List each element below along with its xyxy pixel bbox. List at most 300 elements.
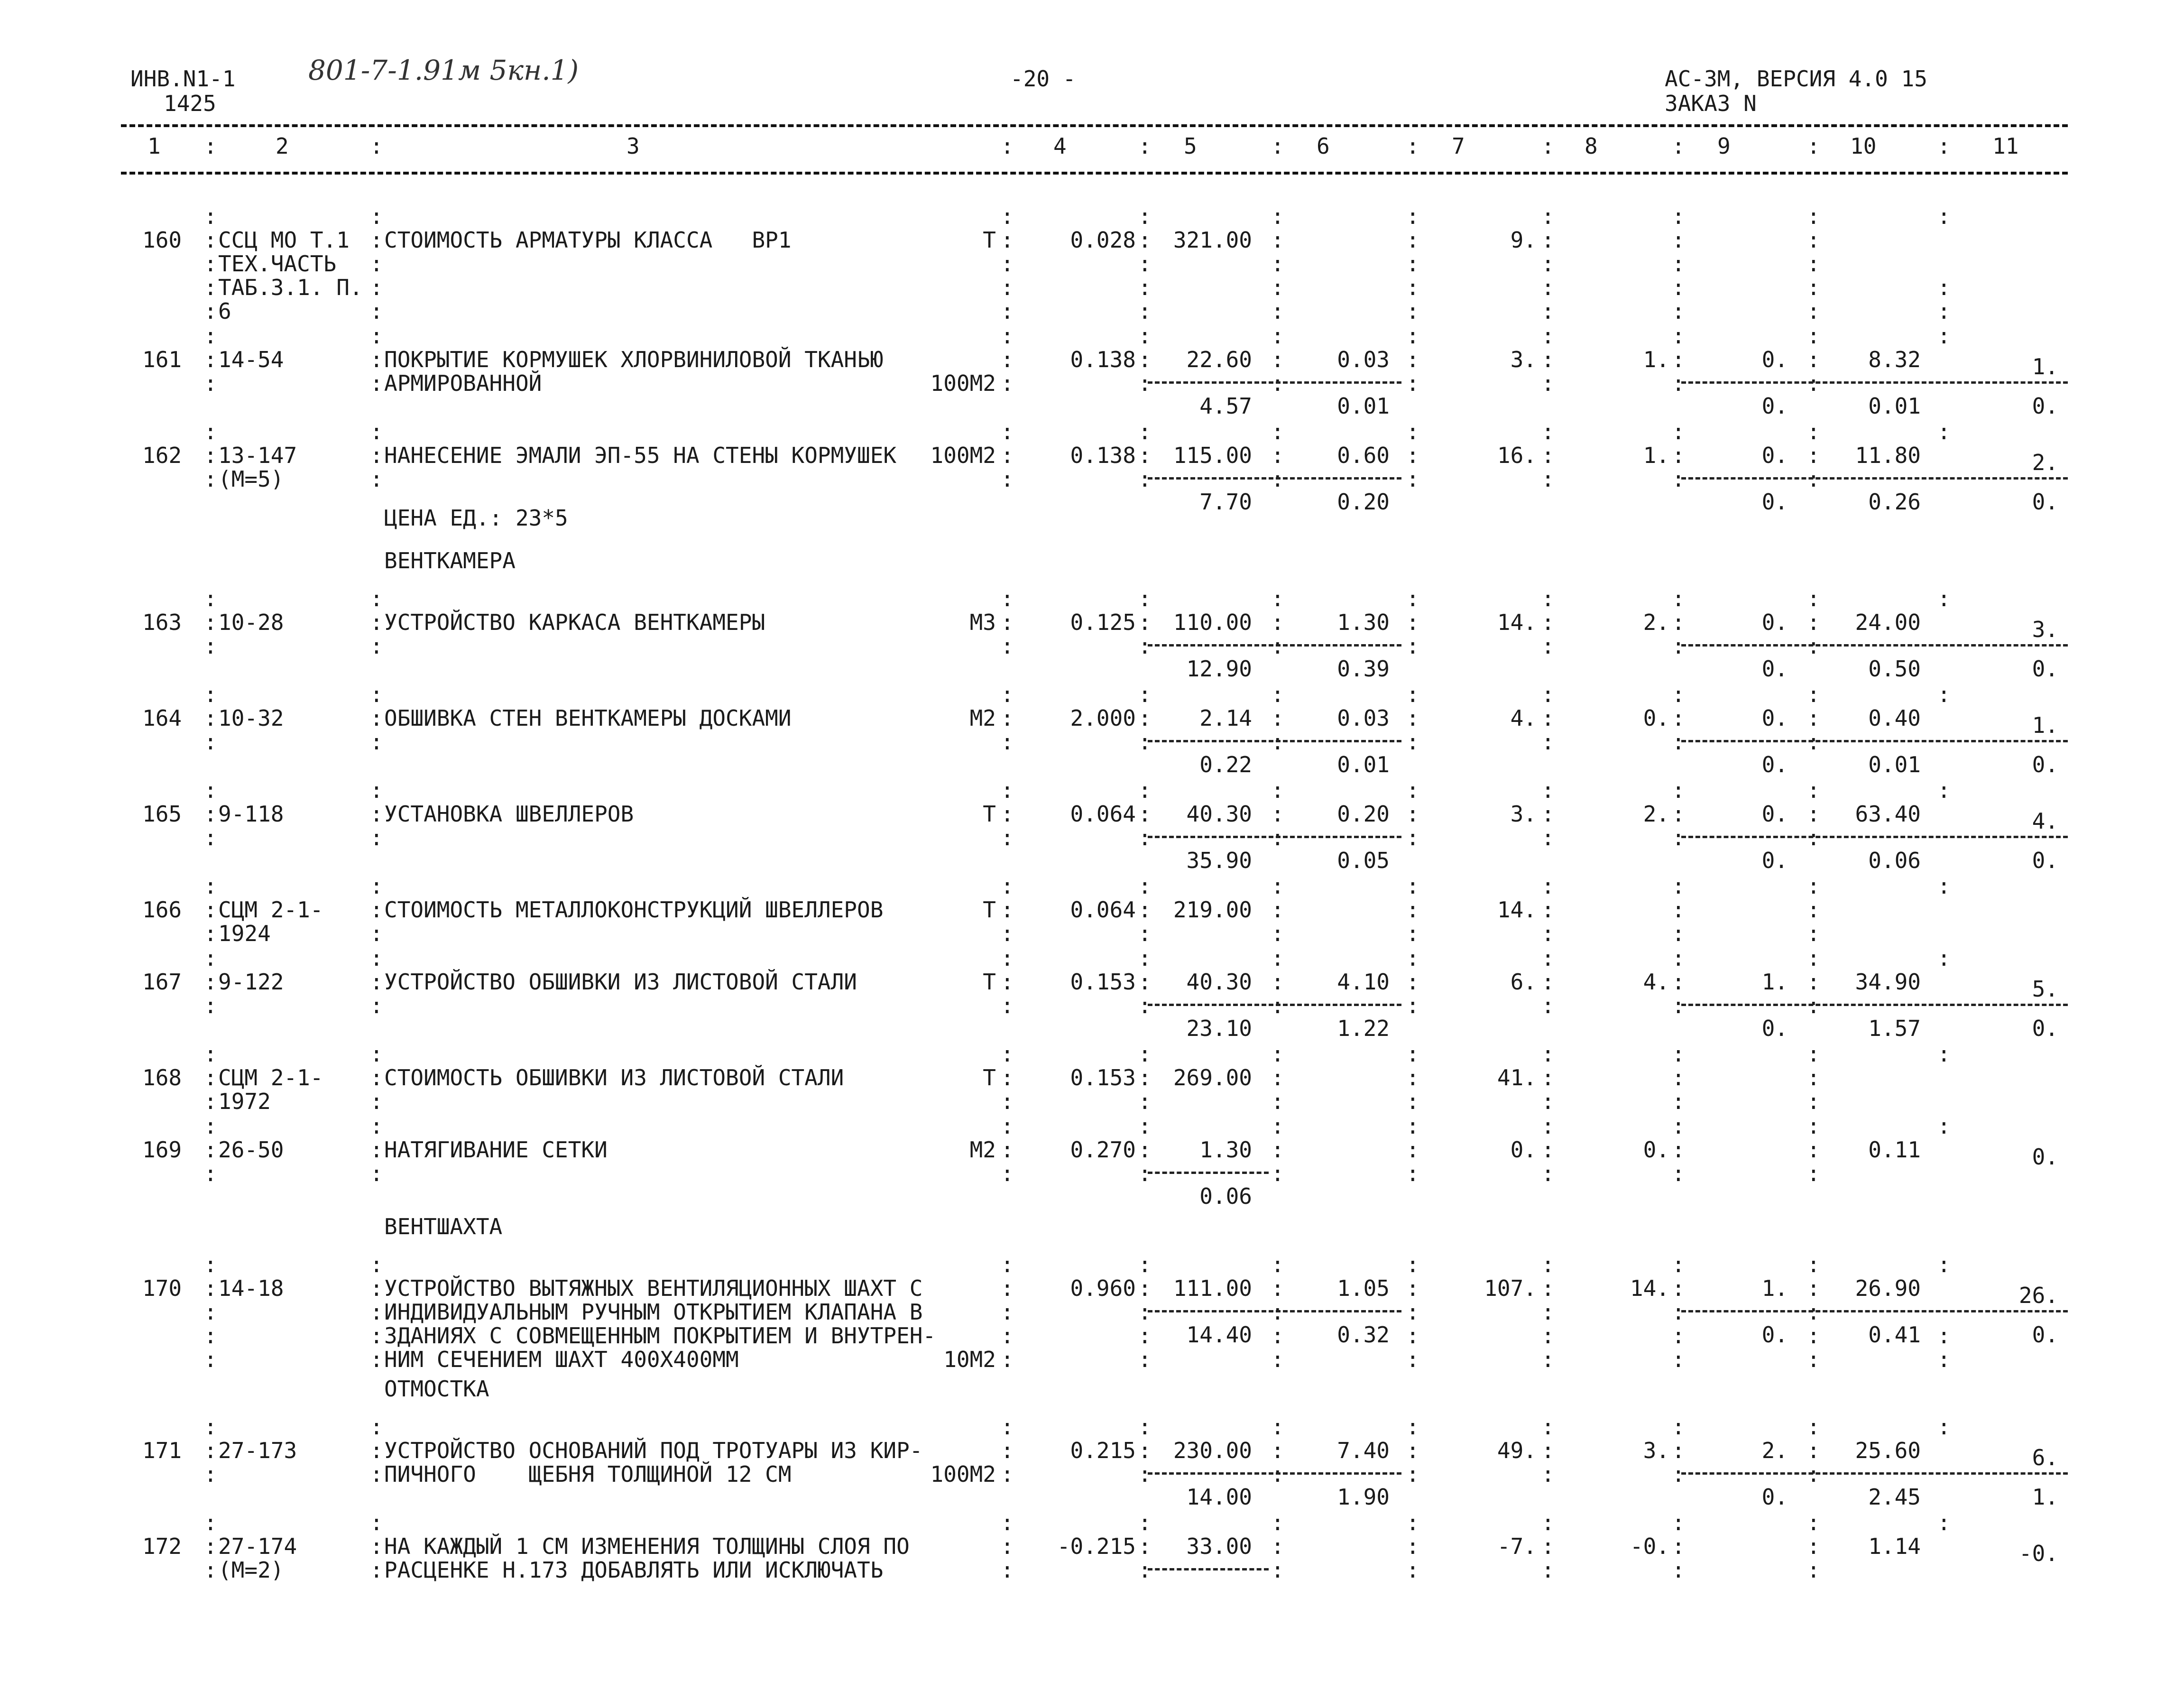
- column-separator: :: [1138, 1533, 1152, 1559]
- c6-value: 0.03: [1337, 705, 1390, 731]
- col7-value: 9.: [1510, 227, 1537, 253]
- col8-value: 2.: [1643, 610, 1669, 635]
- column-separator: :: [370, 1347, 383, 1372]
- c6-subvalue: 0.01: [1337, 393, 1390, 419]
- column-separator: :: [1138, 993, 1152, 1018]
- sub-divider: [1148, 836, 1401, 838]
- column-separator: :: [1807, 298, 1820, 324]
- norm-code: (М=2): [218, 1557, 284, 1583]
- work-description: УСТРОЙСТВО ОБШИВКИ ИЗ ЛИСТОВОЙ СТАЛИ: [384, 969, 857, 995]
- column-separator: :: [1271, 586, 1284, 611]
- column-separator: :: [204, 1275, 217, 1301]
- c9-value: 0.: [1761, 801, 1788, 827]
- work-description: НАНЕСЕНИЕ ЭМАЛИ ЭП-55 НА СТЕНЫ КОРМУШЕК: [384, 443, 897, 468]
- column-separator: :: [1406, 227, 1419, 253]
- sub-divider: [1148, 1310, 1401, 1312]
- column-separator: :: [1406, 1065, 1419, 1090]
- sub-divider: [1148, 1004, 1401, 1006]
- column-separator: :: [1807, 825, 1820, 850]
- row-number: 163: [142, 610, 182, 635]
- column-separator: :: [1541, 1557, 1555, 1583]
- column-separator: :: [204, 1065, 217, 1090]
- quantity: 0.960: [1070, 1275, 1136, 1301]
- work-description: АРМИРОВАННОЙ: [384, 370, 542, 396]
- col7-value: 3.: [1510, 347, 1537, 372]
- column-separator: :: [1138, 323, 1152, 349]
- column-separator: :: [1138, 682, 1152, 707]
- column-separator: :: [1001, 1137, 1014, 1163]
- column-separator: :: [1138, 1347, 1152, 1372]
- column-separator: :: [370, 1510, 383, 1535]
- column-separator: :: [1138, 633, 1152, 659]
- col8-value: 3.: [1643, 1438, 1669, 1463]
- norm-code: 27-173: [218, 1438, 297, 1463]
- column-separator: :: [1672, 873, 1685, 899]
- column-separator: :: [370, 419, 383, 444]
- column-separator: :: [1807, 347, 1820, 372]
- column-separator: :: [370, 1299, 383, 1325]
- column-separator: :: [1001, 1414, 1014, 1440]
- c11-subvalue: 0.: [2032, 489, 2058, 515]
- column-separator: :: [1406, 586, 1419, 611]
- work-description: ИНДИВИДУАЛЬНЫМ РУЧНЫМ ОТКРЫТИЕМ КЛАПАНА В: [384, 1299, 923, 1325]
- norm-code: 9-118: [218, 801, 284, 827]
- column-separator: :: [1001, 921, 1014, 946]
- c6-value: 0.20: [1337, 801, 1390, 827]
- quantity: 0.064: [1070, 801, 1136, 827]
- work-description: СТОИМОСТЬ ОБШИВКИ ИЗ ЛИСТОВОЙ СТАЛИ: [384, 1065, 844, 1090]
- column-separator: :: [1271, 1161, 1284, 1186]
- column-separator: :: [1406, 682, 1419, 707]
- column-separator: :: [370, 682, 383, 707]
- norm-code: 26-50: [218, 1137, 284, 1163]
- column-separator: :: [1406, 298, 1419, 324]
- column-separator: :: [370, 586, 383, 611]
- norm-code: 6: [218, 298, 231, 324]
- column-separator: :: [1406, 1557, 1419, 1583]
- column-separator: :: [1672, 1161, 1685, 1186]
- column-separator: :: [1807, 969, 1820, 995]
- column-header-2: 2: [276, 133, 289, 159]
- col8-value: 4.: [1643, 969, 1669, 995]
- c10-value: 0.40: [1868, 705, 1921, 731]
- column-separator: :: [1406, 1252, 1419, 1277]
- col7-value: 14.: [1497, 897, 1537, 923]
- column-separator: :: [1807, 1347, 1820, 1372]
- column-separator: :: [1138, 1089, 1152, 1114]
- column-separator: :: [1541, 993, 1555, 1018]
- column-separator: :: [1406, 275, 1419, 300]
- column-separator: :: [1807, 705, 1820, 731]
- column-separator: :: [1271, 729, 1284, 755]
- column-separator: :: [1138, 203, 1152, 229]
- norm-code: ТАБ.3.1. П.: [218, 275, 363, 300]
- col8-value: 0.: [1643, 705, 1669, 731]
- column-separator: :: [1937, 1347, 1951, 1372]
- c11-subvalue: 0.: [2032, 1322, 2058, 1348]
- inventory-label: ИНВ.N1-1: [130, 66, 236, 92]
- column-separator: :: [1406, 443, 1419, 468]
- column-separator: :: [370, 969, 383, 995]
- column-separator: :: [1271, 1438, 1284, 1463]
- column-separator: :: [1807, 1510, 1820, 1535]
- column-separator: :: [1001, 1041, 1014, 1067]
- column-separator: :: [1001, 897, 1014, 923]
- column-separator: :: [1672, 586, 1685, 611]
- column-separator: :: [1271, 610, 1284, 635]
- header-rule-top: [121, 124, 2068, 127]
- col7-value: 14.: [1497, 610, 1537, 635]
- column-separator: :: [1406, 1438, 1419, 1463]
- column-separator: :: [1672, 1299, 1685, 1325]
- column-separator: :: [1672, 1438, 1685, 1463]
- column-separator: :: [1541, 705, 1555, 731]
- column-separator: :: [1672, 1137, 1685, 1163]
- column-separator: :: [204, 419, 217, 444]
- column-separator: :: [204, 825, 217, 850]
- column-separator: :: [1541, 633, 1555, 659]
- c9-subvalue: 0.: [1761, 1016, 1788, 1041]
- column-separator: :: [1001, 370, 1014, 396]
- column-separator: :: [1672, 993, 1685, 1018]
- c10-value: 24.00: [1855, 610, 1921, 635]
- column-separator: :: [1541, 801, 1555, 827]
- c11-value: 1.: [2032, 354, 2058, 379]
- column-separator: :: [1001, 993, 1014, 1018]
- column-separator: :: [1807, 1438, 1820, 1463]
- column-separator: :: [1138, 275, 1152, 300]
- column-separator: :: [1541, 419, 1555, 444]
- column-separator: :: [1138, 1065, 1152, 1090]
- work-description: ПОКРЫТИЕ КОРМУШЕК ХЛОРВИНИЛОВОЙ ТКАНЬЮ: [384, 347, 884, 372]
- column-separator: :: [1271, 1113, 1284, 1139]
- column-separator: :: [370, 1041, 383, 1067]
- column-separator: :: [1672, 682, 1685, 707]
- column-separator: :: [1672, 275, 1685, 300]
- norm-code: 1972: [218, 1089, 271, 1114]
- col8-value: 14.: [1630, 1275, 1669, 1301]
- column-separator: :: [1001, 729, 1014, 755]
- column-separator: :: [370, 251, 383, 277]
- column-separator: :: [204, 1137, 217, 1163]
- c9-value: 2.: [1761, 1438, 1788, 1463]
- work-description: НИМ СЕЧЕНИЕМ ШАХТ 400Х400ММ: [384, 1347, 739, 1372]
- c11-value: 0.: [2032, 1144, 2058, 1170]
- column-separator: :: [1672, 323, 1685, 349]
- column-separator: :: [1406, 945, 1419, 971]
- column-separator: :: [204, 1113, 217, 1139]
- column-separator: :: [1541, 945, 1555, 971]
- c5-subvalue: 14.00: [1186, 1484, 1252, 1510]
- column-separator: :: [1271, 705, 1284, 731]
- column-separator: :: [1541, 275, 1555, 300]
- column-separator: :: [1937, 586, 1951, 611]
- column-separator: :: [1406, 347, 1419, 372]
- column-separator: :: [1807, 1161, 1820, 1186]
- column-separator: :: [1672, 347, 1685, 372]
- norm-code: СЦМ 2-1-: [218, 897, 323, 923]
- column-separator: :: [1541, 610, 1555, 635]
- sub-divider: [1681, 1004, 2068, 1006]
- column-separator: :: [204, 1252, 217, 1277]
- column-separator: :: [1937, 133, 1951, 159]
- inventory-number: 1425: [164, 91, 216, 116]
- c6-subvalue: 0.32: [1337, 1322, 1390, 1348]
- column-separator: :: [1406, 1041, 1419, 1067]
- c5-subvalue: 7.70: [1199, 489, 1252, 515]
- column-separator: :: [1138, 1275, 1152, 1301]
- column-separator: :: [1406, 633, 1419, 659]
- column-separator: :: [1271, 1299, 1284, 1325]
- c10-subvalue: 0.01: [1868, 752, 1921, 777]
- handwritten-reference: 801-7-1.91м 5кн.1): [308, 54, 579, 86]
- c10-subvalue: 2.45: [1868, 1484, 1921, 1510]
- work-description: ПИЧНОГО ЩЕБНЯ ТОЛЩИНОЙ 12 СМ: [384, 1461, 792, 1487]
- column-separator: :: [1138, 1557, 1152, 1583]
- c11-subvalue: 0.: [2032, 393, 2058, 419]
- column-separator: :: [1271, 1323, 1284, 1348]
- column-separator: :: [1001, 1299, 1014, 1325]
- column-header-11: 11: [1992, 133, 2019, 159]
- column-separator: :: [1271, 227, 1284, 253]
- column-separator: :: [1541, 251, 1555, 277]
- column-header-10: 10: [1850, 133, 1877, 159]
- column-separator: :: [1541, 370, 1555, 396]
- column-separator: :: [1406, 1347, 1419, 1372]
- column-separator: :: [1406, 1461, 1419, 1487]
- column-separator: :: [1672, 133, 1685, 159]
- column-separator: :: [204, 1299, 217, 1325]
- column-separator: :: [1138, 705, 1152, 731]
- column-separator: :: [1937, 1414, 1951, 1440]
- c5-subvalue: 0.06: [1199, 1183, 1252, 1209]
- column-separator: :: [204, 1161, 217, 1186]
- column-separator: :: [1001, 801, 1014, 827]
- column-separator: :: [1271, 897, 1284, 923]
- column-separator: :: [1672, 729, 1685, 755]
- column-separator: :: [1541, 1510, 1555, 1535]
- sub-divider: [1681, 381, 2068, 384]
- column-separator: :: [1271, 251, 1284, 277]
- c11-subvalue: 0.: [2032, 848, 2058, 873]
- norm-code: 10-32: [218, 705, 284, 731]
- c5-value: 321.00: [1173, 227, 1252, 253]
- column-separator: :: [370, 1438, 383, 1463]
- column-separator: :: [1807, 1299, 1820, 1325]
- column-header-3: 3: [627, 133, 640, 159]
- column-separator: :: [370, 466, 383, 492]
- column-separator: :: [1001, 1438, 1014, 1463]
- column-separator: :: [1138, 1137, 1152, 1163]
- row-number: 171: [142, 1438, 182, 1463]
- column-header-1: 1: [147, 133, 161, 159]
- column-separator: :: [1541, 1461, 1555, 1487]
- c6-value: 4.10: [1337, 969, 1390, 995]
- column-separator: :: [1541, 921, 1555, 946]
- column-separator: :: [1001, 419, 1014, 444]
- c6-value: 0.03: [1337, 347, 1390, 372]
- c11-value: 5.: [2032, 976, 2058, 1002]
- column-separator: :: [370, 1275, 383, 1301]
- unit: М2: [969, 1137, 996, 1163]
- c6-subvalue: 0.20: [1337, 489, 1390, 515]
- row-number: 169: [142, 1137, 182, 1163]
- column-separator: :: [1271, 1252, 1284, 1277]
- column-separator: :: [1406, 466, 1419, 492]
- c5-subvalue: 4.57: [1199, 393, 1252, 419]
- column-separator: :: [1001, 227, 1014, 253]
- c11-value: 6.: [2032, 1445, 2058, 1470]
- c10-value: 63.40: [1855, 801, 1921, 827]
- row-number: 166: [142, 897, 182, 923]
- column-separator: :: [204, 801, 217, 827]
- column-separator: :: [370, 1161, 383, 1186]
- column-separator: :: [1541, 777, 1555, 803]
- column-separator: :: [1138, 251, 1152, 277]
- c9-value: 0.: [1761, 443, 1788, 468]
- column-separator: :: [204, 993, 217, 1018]
- column-separator: :: [1001, 275, 1014, 300]
- column-separator: :: [1406, 1323, 1419, 1348]
- column-separator: :: [1807, 1041, 1820, 1067]
- column-separator: :: [1271, 298, 1284, 324]
- c9-subvalue: 0.: [1761, 656, 1788, 682]
- column-separator: :: [1138, 1252, 1152, 1277]
- column-separator: :: [1672, 1089, 1685, 1114]
- unit: М2: [969, 705, 996, 731]
- column-separator: :: [1807, 1414, 1820, 1440]
- column-separator: :: [1406, 251, 1419, 277]
- column-separator: :: [370, 1065, 383, 1090]
- column-separator: :: [1138, 466, 1152, 492]
- column-separator: :: [1807, 921, 1820, 946]
- c10-subvalue: 0.06: [1868, 848, 1921, 873]
- column-separator: :: [1406, 323, 1419, 349]
- column-separator: :: [1541, 443, 1555, 468]
- column-separator: :: [1271, 466, 1284, 492]
- column-separator: :: [1672, 777, 1685, 803]
- column-separator: :: [1001, 1461, 1014, 1487]
- column-separator: :: [1807, 729, 1820, 755]
- col8-value: 0.: [1643, 1137, 1669, 1163]
- column-separator: :: [1807, 586, 1820, 611]
- row-number: 172: [142, 1533, 182, 1559]
- column-separator: :: [1001, 1089, 1014, 1114]
- column-separator: :: [1937, 419, 1951, 444]
- c5-subvalue: 35.90: [1186, 848, 1252, 873]
- column-separator: :: [1541, 1323, 1555, 1348]
- column-separator: :: [1807, 443, 1820, 468]
- column-separator: :: [1138, 347, 1152, 372]
- column-separator: :: [1541, 1161, 1555, 1186]
- column-separator: :: [370, 993, 383, 1018]
- column-separator: :: [204, 1557, 217, 1583]
- column-separator: :: [1271, 1510, 1284, 1535]
- row-number: 167: [142, 969, 182, 995]
- c9-subvalue: 0.: [1761, 489, 1788, 515]
- unit: 100М2: [930, 1461, 996, 1487]
- column-separator: :: [1001, 1161, 1014, 1186]
- column-separator: :: [1672, 1041, 1685, 1067]
- column-separator: :: [1271, 370, 1284, 396]
- c6-value: 0.60: [1337, 443, 1390, 468]
- row-number: 162: [142, 443, 182, 468]
- work-description: УСТРОЙСТВО ОСНОВАНИЙ ПОД ТРОТУАРЫ ИЗ КИР-: [384, 1438, 923, 1463]
- column-separator: :: [1937, 873, 1951, 899]
- column-separator: :: [1138, 1414, 1152, 1440]
- c5-subvalue: 23.10: [1186, 1016, 1252, 1041]
- c5-value: 110.00: [1173, 610, 1252, 635]
- col7-value: 107.: [1484, 1275, 1537, 1301]
- column-header-4: 4: [1053, 133, 1067, 159]
- column-separator: :: [1672, 1252, 1685, 1277]
- column-separator: :: [1672, 945, 1685, 971]
- column-separator: :: [370, 633, 383, 659]
- quantity: 0.138: [1070, 443, 1136, 468]
- column-separator: :: [1138, 1041, 1152, 1067]
- column-separator: :: [1541, 1041, 1555, 1067]
- column-separator: :: [204, 682, 217, 707]
- column-separator: :: [1541, 1275, 1555, 1301]
- column-separator: :: [1541, 729, 1555, 755]
- column-separator: :: [1541, 1137, 1555, 1163]
- column-separator: :: [204, 610, 217, 635]
- c5-value: 111.00: [1173, 1275, 1252, 1301]
- column-separator: :: [1138, 298, 1152, 324]
- column-separator: :: [1807, 370, 1820, 396]
- column-separator: :: [370, 1533, 383, 1559]
- column-separator: :: [1541, 466, 1555, 492]
- c9-subvalue: 0.: [1761, 1484, 1788, 1510]
- column-separator: :: [1672, 705, 1685, 731]
- column-header-9: 9: [1717, 133, 1731, 159]
- column-separator: :: [1672, 370, 1685, 396]
- c6-subvalue: 1.22: [1337, 1016, 1390, 1041]
- column-separator: :: [1541, 1113, 1555, 1139]
- column-separator: :: [1937, 1323, 1951, 1348]
- norm-code: (М=5): [218, 466, 284, 492]
- column-separator: :: [1541, 133, 1555, 159]
- c6-value: 7.40: [1337, 1438, 1390, 1463]
- column-separator: :: [1001, 1323, 1014, 1348]
- column-separator: :: [1807, 1065, 1820, 1090]
- column-separator: :: [1406, 921, 1419, 946]
- c11-value: 4.: [2032, 808, 2058, 834]
- column-separator: :: [1672, 921, 1685, 946]
- column-separator: :: [1672, 419, 1685, 444]
- column-separator: :: [1672, 1414, 1685, 1440]
- c9-value: 0.: [1761, 610, 1788, 635]
- column-separator: :: [204, 227, 217, 253]
- work-description: НА КАЖДЫЙ 1 СМ ИЗМЕНЕНИЯ ТОЛЩИНЫ СЛОЯ ПО: [384, 1533, 910, 1559]
- column-separator: :: [1807, 466, 1820, 492]
- column-separator: :: [1672, 298, 1685, 324]
- column-separator: :: [204, 897, 217, 923]
- column-separator: :: [204, 873, 217, 899]
- page-number: -20 -: [1010, 66, 1076, 92]
- column-separator: :: [1541, 1414, 1555, 1440]
- col7-value: 3.: [1510, 801, 1537, 827]
- column-separator: :: [1406, 370, 1419, 396]
- column-header-5: 5: [1184, 133, 1197, 159]
- sub-divider: [1148, 1568, 1269, 1570]
- column-separator: :: [204, 347, 217, 372]
- column-separator: :: [1937, 1252, 1951, 1277]
- quantity: 2.000: [1070, 705, 1136, 731]
- column-separator: :: [1271, 825, 1284, 850]
- c5-value: 219.00: [1173, 897, 1252, 923]
- column-separator: :: [1807, 897, 1820, 923]
